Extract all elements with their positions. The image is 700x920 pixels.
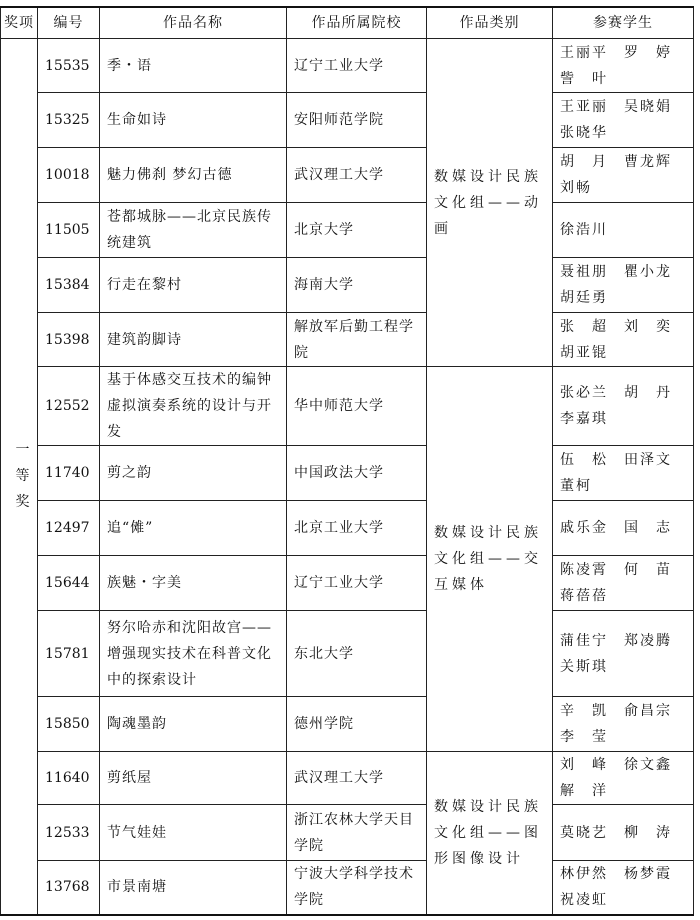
table-row	[1, 501, 694, 556]
row-school: 德州学院	[287, 697, 427, 752]
row-code: 15535	[38, 39, 100, 93]
row-students: 莫晓艺 柳 涛	[553, 805, 694, 861]
row-title: 苍都城脉——北京民族传统建筑	[100, 203, 287, 258]
row-school: 浙江农林大学天目学院	[287, 805, 427, 861]
header-category: 作品类别	[427, 7, 553, 39]
award-level-cell: 一等奖	[1, 39, 38, 915]
table-row	[1, 805, 694, 861]
row-code: 12533	[38, 805, 100, 861]
row-code: 11740	[38, 446, 100, 501]
row-title: 剪之韵	[100, 446, 287, 501]
table-row	[1, 39, 694, 93]
row-students: 王丽平 罗 婷 訾 叶	[553, 39, 694, 93]
table-row	[1, 203, 694, 258]
awards-table	[0, 6, 694, 916]
row-students: 胡 月 曹龙辉 刘畅	[553, 148, 694, 203]
row-school: 辽宁工业大学	[287, 556, 427, 611]
row-title: 族魅・字美	[100, 556, 287, 611]
row-code: 12497	[38, 501, 100, 556]
row-students: 林伊然 杨梦霞 祝凌虹	[553, 861, 694, 915]
row-title: 魅力佛刹 梦幻古德	[100, 148, 287, 203]
row-title: 节气娃娃	[100, 805, 287, 861]
row-students: 张 超 刘 奕 胡亚锟	[553, 313, 694, 367]
row-title: 剪纸屋	[100, 752, 287, 805]
row-title: 追“傩”	[100, 501, 287, 556]
header-award: 奖项	[1, 7, 38, 39]
row-students: 陈凌霄 何 苗 蒋蓓蓓	[553, 556, 694, 611]
row-code: 10018	[38, 148, 100, 203]
row-school: 华中师范大学	[287, 367, 427, 446]
category-cell: 数媒设计民族文化组——动画	[427, 39, 553, 367]
row-code: 13768	[38, 861, 100, 915]
header-title: 作品名称	[100, 7, 287, 39]
row-code: 15325	[38, 93, 100, 148]
row-students: 伍 松 田泽文 董柯	[553, 446, 694, 501]
row-school: 北京工业大学	[287, 501, 427, 556]
row-students: 蒲佳宁 郑凌腾 关斯琪	[553, 611, 694, 697]
table-row	[1, 93, 694, 148]
row-code: 11505	[38, 203, 100, 258]
category-cell: 数媒设计民族文化组——图形图像设计	[427, 752, 553, 915]
row-title: 季・语	[100, 39, 287, 93]
row-title: 基于体感交互技术的编钟虚拟演奏系统的设计与开发	[100, 367, 287, 446]
row-school: 解放军后勤工程学院	[287, 313, 427, 367]
row-students: 辛 凯 俞昌宗 李 莹	[553, 697, 694, 752]
row-school: 北京大学	[287, 203, 427, 258]
row-students: 王亚丽 吴晓娟 张晓华	[553, 93, 694, 148]
row-school: 东北大学	[287, 611, 427, 697]
row-school: 中国政法大学	[287, 446, 427, 501]
table-row	[1, 258, 694, 313]
header-students: 参赛学生	[553, 7, 694, 39]
table-row	[1, 697, 694, 752]
row-code: 12552	[38, 367, 100, 446]
row-title: 市景南塘	[100, 861, 287, 915]
row-code: 15850	[38, 697, 100, 752]
table-row	[1, 367, 694, 446]
row-students: 戚乐金 国 志	[553, 501, 694, 556]
table-row	[1, 148, 694, 203]
row-code: 15384	[38, 258, 100, 313]
row-school: 海南大学	[287, 258, 427, 313]
row-title: 行走在黎村	[100, 258, 287, 313]
category-cell: 数媒设计民族文化组——交互媒体	[427, 367, 553, 752]
row-code: 11640	[38, 752, 100, 805]
row-title: 生命如诗	[100, 93, 287, 148]
row-code: 15644	[38, 556, 100, 611]
table-row	[1, 752, 694, 805]
header-row	[1, 7, 694, 39]
row-students: 徐浩川	[553, 203, 694, 258]
header-code: 编号	[38, 7, 100, 39]
row-students: 聂祖朋 瞿小龙 胡廷勇	[553, 258, 694, 313]
table-row	[1, 611, 694, 697]
row-school: 武汉理工大学	[287, 148, 427, 203]
row-students: 刘 峰 徐文鑫 解 洋	[553, 752, 694, 805]
row-code: 15781	[38, 611, 100, 697]
row-title: 努尔哈赤和沈阳故宫——增强现实技术在科普文化中的探索设计	[100, 611, 287, 697]
row-school: 辽宁工业大学	[287, 39, 427, 93]
row-school: 武汉理工大学	[287, 752, 427, 805]
table-row	[1, 313, 694, 367]
row-school: 宁波大学科学技术学院	[287, 861, 427, 915]
row-title: 建筑韵脚诗	[100, 313, 287, 367]
table-row	[1, 446, 694, 501]
header-school: 作品所属院校	[287, 7, 427, 39]
row-title: 陶魂墨韵	[100, 697, 287, 752]
table-row	[1, 556, 694, 611]
table-row	[1, 861, 694, 915]
row-students: 张必兰 胡 丹 李嘉琪	[553, 367, 694, 446]
row-code: 15398	[38, 313, 100, 367]
row-school: 安阳师范学院	[287, 93, 427, 148]
